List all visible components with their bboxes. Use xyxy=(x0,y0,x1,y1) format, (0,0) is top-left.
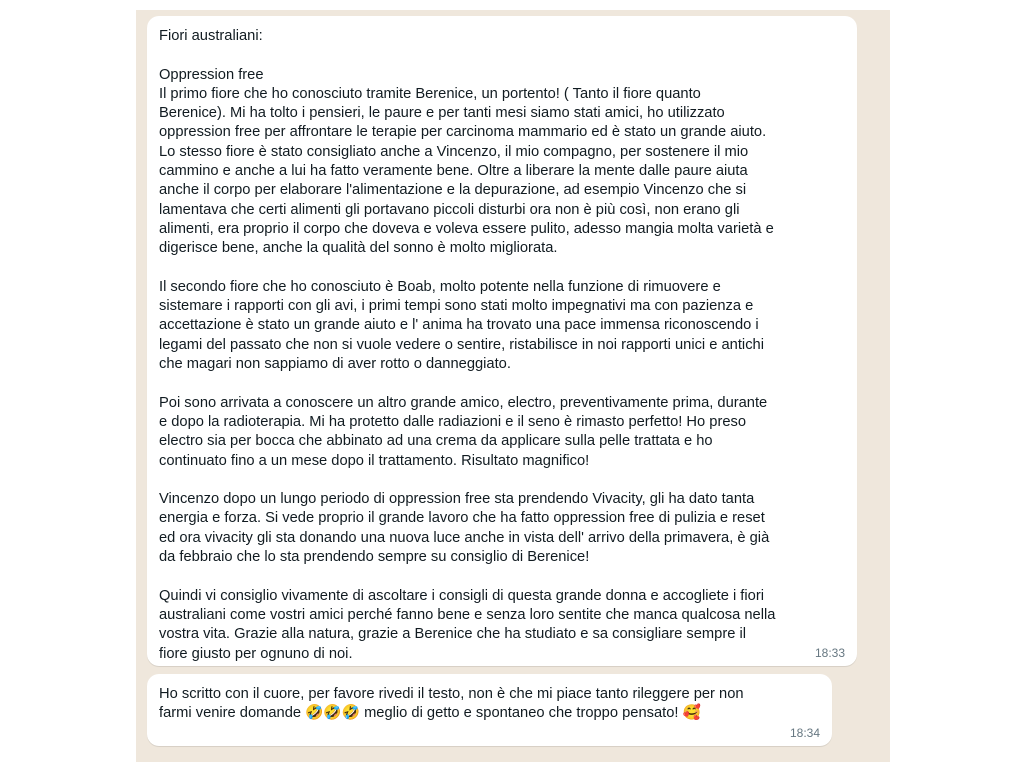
message-line: energia e forza. Si vede proprio il grande lavoro che ha fatto oppression free di pulizia e reset xyxy=(159,510,765,527)
message-line: farmi venire domande 🤣🤣🤣 meglio di getto e spontaneo che troppo pensato! 🥰 xyxy=(159,705,701,722)
message-line: Lo stesso fiore è stato consigliato anche a Vincenzo, il mio compagno, per sostenere il mio xyxy=(159,143,749,160)
message-timestamp: 18:33 xyxy=(814,646,845,660)
message-line: che magari non sappiamo di aver rotto o danneggiato. xyxy=(159,356,511,373)
message-line: da febbraio che lo sta prendendo sempre su consiglio di Berenice! xyxy=(159,549,590,566)
message-timestamp: 18:34 xyxy=(789,726,820,740)
message-line: accettazione è stato un grande aiuto e l' anima ha trovato una pace immensa riconoscendo i xyxy=(159,317,759,334)
message-text xyxy=(159,685,744,724)
message-line xyxy=(159,471,775,490)
message-line: lamentava che certi alimenti gli portavano piccoli disturbi ora non è più così, non erano gli xyxy=(159,201,740,218)
message-line: Quindi vi consiglio vivamente di ascoltare i consigli di questa grande donna e accogliete i fiori xyxy=(159,587,764,604)
message-line: electro sia per bocca che abbinato ad una crema da applicare sulla pelle trattata e ho xyxy=(159,433,713,450)
message-bubble[interactable] xyxy=(147,674,832,746)
message-line: cammino e anche a lui ha fatto veramente bene. Oltre a liberare la mente dalle paure aiuta xyxy=(159,163,748,180)
message-line: vostra vita. Grazie alla natura, grazie a Berenice che ha studiato e sa consigliare sempre il xyxy=(159,626,746,643)
message-line xyxy=(159,259,775,278)
message-line: Ho scritto con il cuore, per favore rivedi il testo, non è che mi piace tanto rileggere per non xyxy=(159,686,744,702)
message-bubble[interactable] xyxy=(147,16,857,666)
message-line: Oppression free xyxy=(159,66,264,83)
message-line xyxy=(159,374,775,393)
message-line: Berenice). Mi ha tolto i pensieri, le paure e per tanti mesi siamo stati amici, ho utilizzato xyxy=(159,105,725,122)
message-line: Poi sono arrivata a conoscere un altro grande amico, electro, preventivamente prima, durante xyxy=(159,394,768,411)
message-line: Vincenzo dopo un lungo periodo di oppression free sta prendendo Vivacity, gli ha dato tanta xyxy=(159,491,755,508)
message-line: continuato fino a un mese dopo il trattamento. Risultato magnifico! xyxy=(159,452,590,469)
message-line xyxy=(159,567,775,586)
message-line: australiani come vostri amici perché fanno bene e senza loro sentite che manca qualcosa nella xyxy=(159,606,776,623)
message-text xyxy=(159,27,775,664)
message-line: fiore giusto per ognuno di noi. xyxy=(159,645,353,662)
message-line: e dopo la radioterapia. Mi ha protetto dalle radiazioni e il seno è rimasto perfetto! Ho preso xyxy=(159,413,747,430)
message-line: legami del passato che non si vuole vedere o sentire, ristabilisce in noi rapporti unici e antichi xyxy=(159,336,764,353)
chat-background xyxy=(136,10,890,762)
message-line: anche il corpo per elaborare l'alimentazione e la depurazione, ad esempio Vincenzo che si xyxy=(159,182,747,199)
message-line: Il primo fiore che ho conosciuto tramite Berenice, un portento! ( Tanto il fiore quanto xyxy=(159,85,701,102)
message-line: sistemare i rapporti con gli avi, i primi tempi sono stati molto impegnativi ma con pazienza e xyxy=(159,298,754,315)
message-line xyxy=(159,46,775,65)
message-line: digerisce bene, anche la qualità del sonno è molto migliorata. xyxy=(159,240,558,257)
message-line: alimenti, era proprio il corpo che doveva e voleva essere pulito, adesso mangia molta varietà e xyxy=(159,220,774,237)
message-line: Il secondo fiore che ho conosciuto è Boab, molto potente nella funzione di rimuovere e xyxy=(159,278,721,295)
message-line: Fiori australiani: xyxy=(159,28,263,44)
message-line: oppression free per affrontare le terapie per carcinoma mammario ed è stato un grande aiuto. xyxy=(159,124,767,141)
message-line: ed ora vivacity gli sta donando una nuova luce anche in vista dell' arrivo della primavera, è già xyxy=(159,529,770,546)
